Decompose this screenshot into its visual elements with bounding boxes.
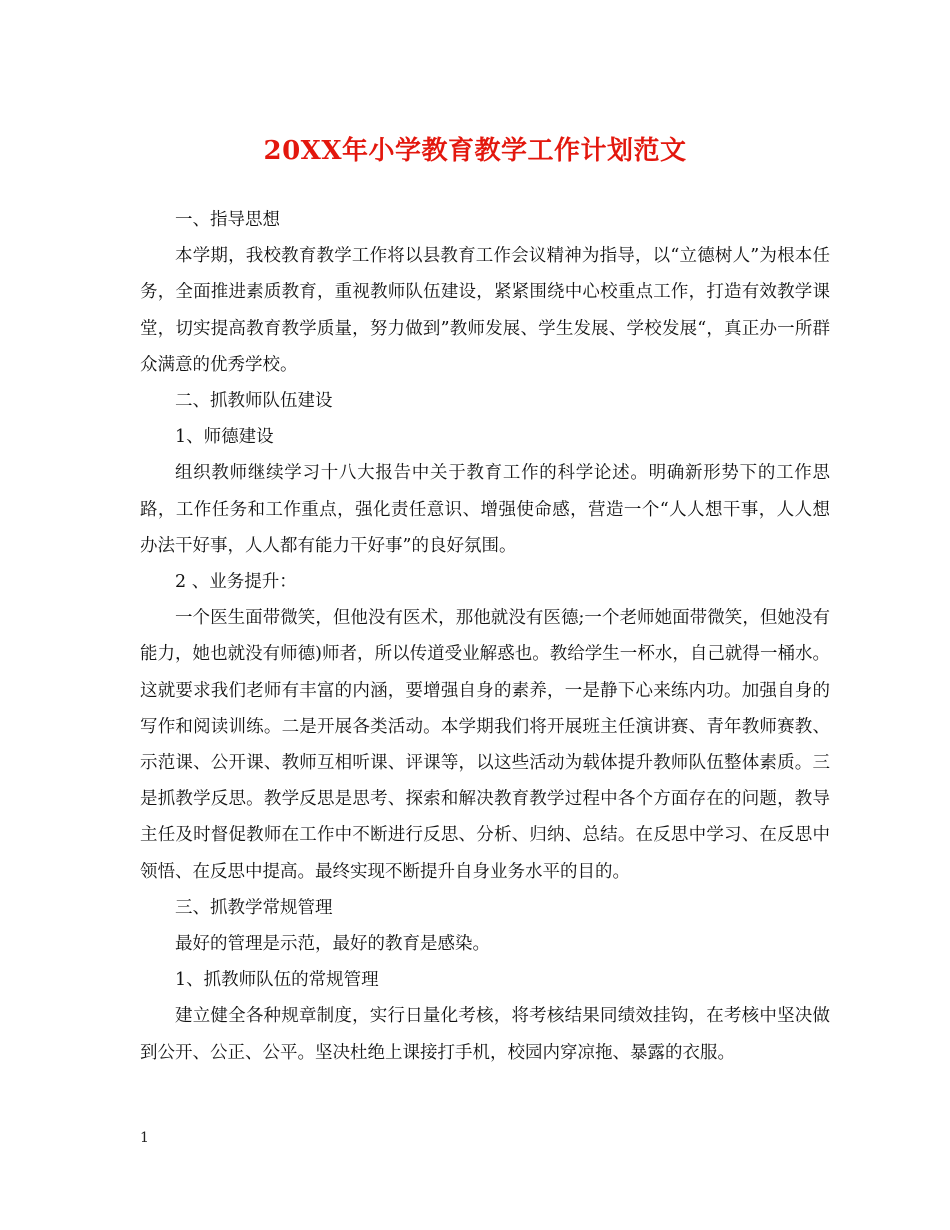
- document-title: 20XX年小学教育教学工作计划范文: [263, 136, 687, 166]
- page-number: 1: [140, 1130, 149, 1146]
- paragraph: 建立健全各种规章制度，实行日量化考核，将考核结果同绩效挂钩，在考核中坚决做到公开、公正、公平。坚决杜绝上课接打手机，校园内穿凉拖、暴露的衣服。: [140, 1006, 830, 1063]
- document-body: [140, 202, 830, 1071]
- paragraph: 最好的管理是示范，最好的教育是感染。: [175, 934, 490, 955]
- heading-routine-management: 三、抓教学常规管理: [175, 897, 333, 918]
- subheading-ethics: 1、师德建设: [175, 427, 274, 448]
- paragraph: 一个医生面带微笑，但他没有医术，那他就没有医德;一个老师她面带微笑，但她没有能力，她也就没有师德)师者，所以传道受业解惑也。教给学生一杯水，自己就得一桶水。这就要求我们老师有丰富的内涵，要增强自身的素养，一是静下心来练内功。加强自身的写作和阅读训练。二是开展各类活动。本学期我们将开展班主任演讲赛、青年教师赛教、示范课、公开课、教师互相听课、评课等，以这些活动为载体提升教师队伍整体素质。三是抓教学反思。教学反思是思考、探索和解决教育教学过程中各个方面存在的问题，教导主任及时督促教师在工作中不断进行反思、分析、归纳、总结。在反思中学习、在反思中领悟、在反思中提高。最终实现不断提升自身业务水平的目的。: [140, 608, 830, 882]
- paragraph: 本学期，我校教育教学工作将以县教育工作会议精神为指导，以“立德树人”为根本任务，全面推进素质教育，重视教师队伍建设，紧紧围绕中心校重点工作，打造有效教学课堂，切实提高教育教学质量，努力做到”教师发展、学生发展、学校发展“，真正办一所群众满意的优秀学校。: [140, 246, 830, 375]
- subheading-skills: 2 、业务提升：: [175, 572, 297, 593]
- heading-guiding-ideology: 一、指导思想: [175, 210, 280, 230]
- subheading-team-routine: 1、抓教师队伍的常规管理: [175, 970, 379, 991]
- heading-teacher-team: 二、抓教师队伍建设: [175, 391, 333, 412]
- paragraph: 组织教师继续学习十八大报告中关于教育工作的科学论述。明确新形势下的工作思路，工作任务和工作重点，强化责任意识、增强使命感，营造一个“人人想干事，人人想办法干好事，人人都有能力干好事”的良好氛围。: [140, 463, 830, 556]
